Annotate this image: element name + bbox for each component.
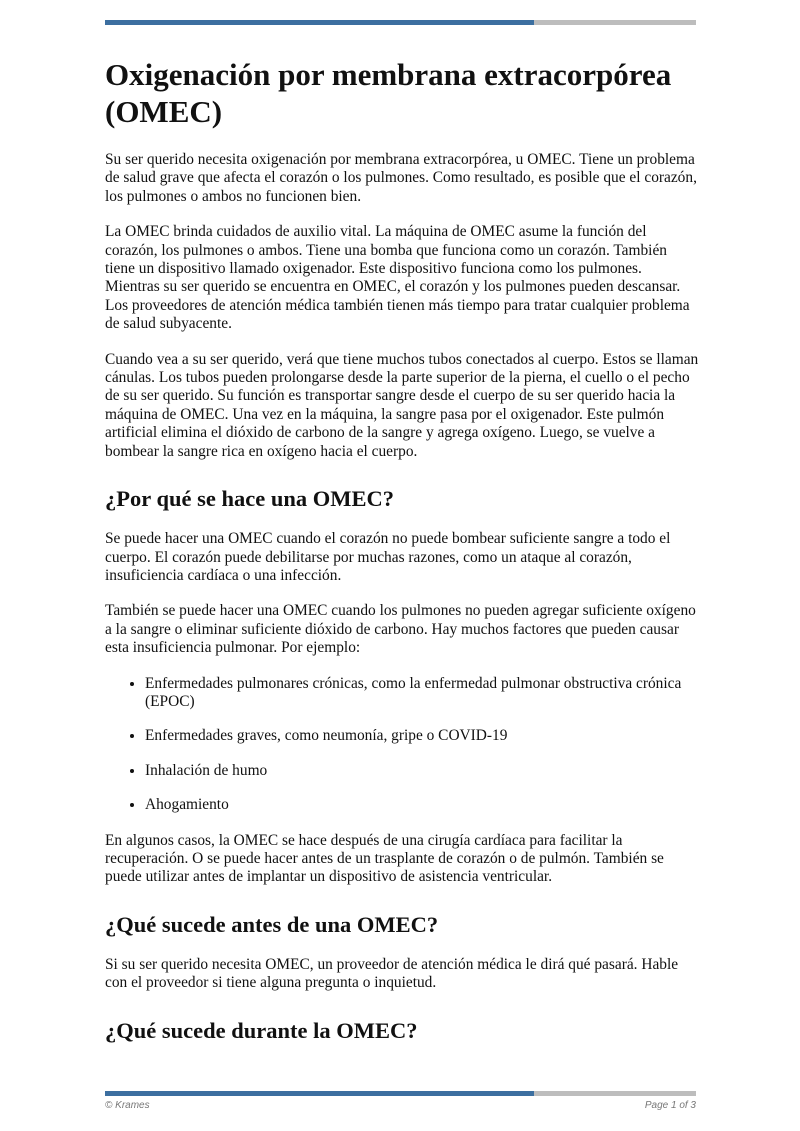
- intro-paragraph-2: La OMEC brinda cuidados de auxilio vital. La máquina de OMEC asume la función del corazón, los pulmones o ambos. Tiene una bomba que funciona como un corazón. También tiene un dispositivo llamado oxigenador. Este dispositivo funciona como los pulmones. Mientras su ser querido se encuentra en OMEC, el corazón y los pulmones pueden descansar. Los proveedores de atención médica también tienen más tiempo para tratar cualquier problema de salud subyacente.: [105, 223, 690, 333]
- bottom-accent-bar: [105, 1091, 696, 1096]
- top-accent-bar: [105, 20, 696, 25]
- accent-bar-blue: [105, 20, 534, 25]
- list-item: • Enfermedades graves, como neumonía, gripe o COVID-19: [145, 727, 700, 745]
- document-body: [105, 56, 700, 1062]
- page-title: Oxigenación por membrana extracorpórea (OMEC): [105, 57, 672, 129]
- why-paragraph-2: También se puede hacer una OMEC cuando los pulmones no pueden agregar suficiente oxígeno a la sangre o eliminar suficiente dióxido de carbono. Hay muchos factores que pueden causar esta insuficiencia pulmonar. Por ejemplo:: [105, 602, 696, 657]
- causes-list: [105, 675, 700, 815]
- copyright-text: © Krames: [105, 1100, 150, 1111]
- section-heading-during: ¿Qué sucede durante la OMEC?: [105, 1017, 418, 1043]
- accent-bar-blue: [105, 1091, 534, 1096]
- before-paragraph-1: Si su ser querido necesita OMEC, un proveedor de atención médica le dirá qué pasará. Hable con el proveedor si tiene alguna pregunta o inquietud.: [105, 955, 679, 992]
- accent-bar-grey: [534, 20, 696, 25]
- why-paragraph-3: En algunos casos, la OMEC se hace después de una cirugía cardíaca para facilitar la recuperación. O se puede hacer antes de un trasplante de corazón o de pulmón. También se puede utilizar antes de implantar un dispositivo de asistencia ventricular.: [105, 831, 664, 886]
- list-item: • Enfermedades pulmonares crónicas, como la enfermedad pulmonar obstructiva crónica (EPOC): [145, 675, 700, 712]
- intro-paragraph-1: Su ser querido necesita oxigenación por membrana extracorpórea, u OMEC. Tiene un problema de salud grave que afecta el corazón o los pulmones. Como resultado, es posible que el corazón, los pulmones o ambos no funcionen bien.: [105, 151, 697, 205]
- page-footer: [105, 1100, 696, 1111]
- accent-bar-grey: [534, 1091, 696, 1096]
- why-paragraph-1: Se puede hacer una OMEC cuando el corazón no puede bombear suficiente sangre a todo el cuerpo. El corazón puede debilitarse por muchas razones, como un ataque al corazón, insuficiencia cardíaca o una infección.: [105, 530, 671, 584]
- list-item: • Ahogamiento: [145, 796, 700, 814]
- intro-paragraph-3: Cuando vea a su ser querido, verá que tiene muchos tubos conectados al cuerpo. Estos se llaman cánulas. Los tubos pueden prolongarse desde la parte superior de la pierna, el cuello o el pecho de su ser querido. Su función es transportar sangre desde el cuerpo de su ser querido hacia la máquina de OMEC. Una vez en la máquina, la sangre pasa por el oxigenador. Este pulmón artificial elimina el dióxido de carbono de la sangre y agrega oxígeno. Luego, se vuelve a bombear la sangre rica en oxígeno hacia el cuerpo.: [105, 350, 699, 460]
- section-heading-why: ¿Por qué se hace una OMEC?: [105, 486, 394, 512]
- page-number: Page 1 of 3: [644, 1100, 696, 1111]
- section-heading-before: ¿Qué sucede antes de una OMEC?: [105, 911, 439, 937]
- list-item: • Inhalación de humo: [145, 762, 700, 780]
